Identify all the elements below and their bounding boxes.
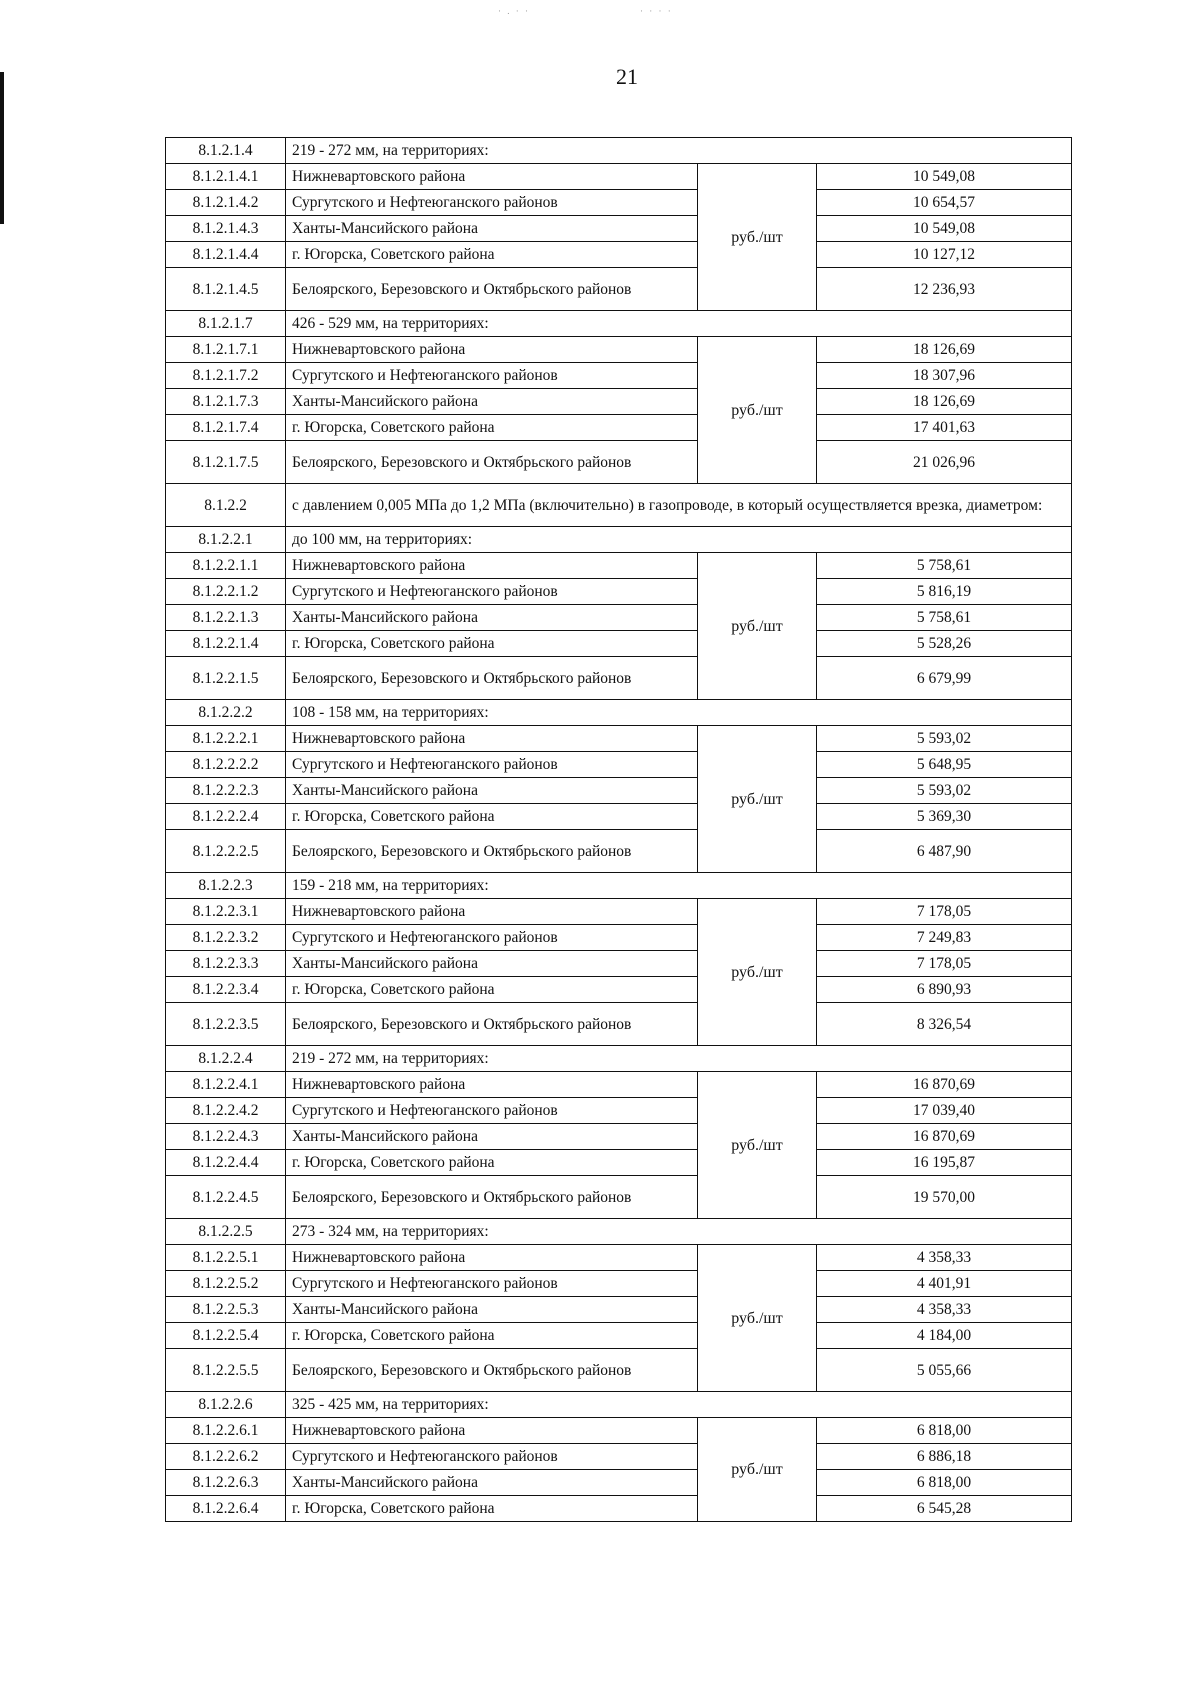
row-code: 8.1.2.2.4.2 xyxy=(166,1098,286,1124)
table-row xyxy=(166,190,1072,216)
table-row xyxy=(166,1072,1072,1098)
table-section-row xyxy=(166,1046,1072,1072)
row-price: 6 818,00 xyxy=(817,1418,1072,1444)
row-price: 4 358,33 xyxy=(817,1245,1072,1271)
row-territory: г. Югорска, Советского района xyxy=(286,977,698,1003)
row-code: 8.1.2.1.7 xyxy=(166,311,286,337)
table-section-row xyxy=(166,484,1072,527)
row-section-title: 325 - 425 мм, на территориях: xyxy=(286,1392,1072,1418)
table-row xyxy=(166,752,1072,778)
row-price: 21 026,96 xyxy=(817,441,1072,484)
row-price: 6 545,28 xyxy=(817,1496,1072,1522)
row-price: 7 178,05 xyxy=(817,899,1072,925)
row-unit: руб./шт xyxy=(698,1418,817,1522)
table-row xyxy=(166,899,1072,925)
row-unit: руб./шт xyxy=(698,553,817,700)
table-row xyxy=(166,804,1072,830)
row-section-title: 159 - 218 мм, на территориях: xyxy=(286,873,1072,899)
table-row xyxy=(166,1098,1072,1124)
table-row xyxy=(166,1271,1072,1297)
row-territory: г. Югорска, Советского района xyxy=(286,1150,698,1176)
row-price: 10 549,08 xyxy=(817,164,1072,190)
row-unit: руб./шт xyxy=(698,337,817,484)
table-row xyxy=(166,337,1072,363)
row-territory: Ханты-Мансийского района xyxy=(286,216,698,242)
row-code: 8.1.2.2.5.3 xyxy=(166,1297,286,1323)
row-territory: Сургутского и Нефтеюганского районов xyxy=(286,752,698,778)
row-territory: Нижневартовского района xyxy=(286,1418,698,1444)
table-row xyxy=(166,925,1072,951)
row-code: 8.1.2.1.7.1 xyxy=(166,337,286,363)
row-price: 16 870,69 xyxy=(817,1072,1072,1098)
row-code: 8.1.2.1.4 xyxy=(166,138,286,164)
row-territory: г. Югорска, Советского района xyxy=(286,631,698,657)
row-price: 7 178,05 xyxy=(817,951,1072,977)
row-section-title: до 100 мм, на территориях: xyxy=(286,527,1072,553)
row-territory: Сургутского и Нефтеюганского районов xyxy=(286,363,698,389)
row-price: 6 679,99 xyxy=(817,657,1072,700)
row-price: 5 593,02 xyxy=(817,778,1072,804)
row-price: 6 818,00 xyxy=(817,1470,1072,1496)
row-price: 4 358,33 xyxy=(817,1297,1072,1323)
row-unit: руб./шт xyxy=(698,1072,817,1219)
row-territory: г. Югорска, Советского района xyxy=(286,1496,698,1522)
tariff-table xyxy=(165,137,1072,1522)
row-code: 8.1.2.2.6.1 xyxy=(166,1418,286,1444)
row-price: 10 549,08 xyxy=(817,216,1072,242)
row-territory: Нижневартовского района xyxy=(286,164,698,190)
row-code: 8.1.2.2.5.2 xyxy=(166,1271,286,1297)
row-price: 18 126,69 xyxy=(817,389,1072,415)
row-territory: Ханты-Мансийского района xyxy=(286,1470,698,1496)
row-price: 6 886,18 xyxy=(817,1444,1072,1470)
row-code: 8.1.2.2.2.2 xyxy=(166,752,286,778)
row-code: 8.1.2.2.1.1 xyxy=(166,553,286,579)
row-price: 5 369,30 xyxy=(817,804,1072,830)
table-section-row xyxy=(166,138,1072,164)
row-code: 8.1.2.2.2.5 xyxy=(166,830,286,873)
row-code: 8.1.2.2.1.2 xyxy=(166,579,286,605)
row-territory: Сургутского и Нефтеюганского районов xyxy=(286,1098,698,1124)
row-territory: Сургутского и Нефтеюганского районов xyxy=(286,925,698,951)
table-row xyxy=(166,951,1072,977)
row-territory: Нижневартовского района xyxy=(286,553,698,579)
table-row xyxy=(166,268,1072,311)
row-territory: Сургутского и Нефтеюганского районов xyxy=(286,1444,698,1470)
row-territory: Ханты-Мансийского района xyxy=(286,1124,698,1150)
row-price: 12 236,93 xyxy=(817,268,1072,311)
tariff-table-body xyxy=(166,138,1072,1522)
row-price: 7 249,83 xyxy=(817,925,1072,951)
row-code: 8.1.2.2.1.5 xyxy=(166,657,286,700)
table-row xyxy=(166,605,1072,631)
table-row xyxy=(166,657,1072,700)
row-code: 8.1.2.2.2.1 xyxy=(166,726,286,752)
table-row xyxy=(166,441,1072,484)
row-section-title: 273 - 324 мм, на территориях: xyxy=(286,1219,1072,1245)
row-price: 17 039,40 xyxy=(817,1098,1072,1124)
table-section-row xyxy=(166,311,1072,337)
row-price: 5 055,66 xyxy=(817,1349,1072,1392)
row-code: 8.1.2.2.4.4 xyxy=(166,1150,286,1176)
table-row xyxy=(166,1003,1072,1046)
row-territory: Нижневартовского района xyxy=(286,1245,698,1271)
row-territory: Ханты-Мансийского района xyxy=(286,605,698,631)
row-code: 8.1.2.2.2 xyxy=(166,700,286,726)
row-section-title: с давлением 0,005 МПа до 1,2 МПа (включительно) в газопроводе, в который осуществляется врезка, диаметром: xyxy=(286,484,1072,527)
table-row xyxy=(166,164,1072,190)
row-code: 8.1.2.2.4 xyxy=(166,1046,286,1072)
scan-edge-mark xyxy=(0,72,4,224)
row-code: 8.1.2.2.4.5 xyxy=(166,1176,286,1219)
row-code: 8.1.2.2.6.2 xyxy=(166,1444,286,1470)
row-code: 8.1.2.2.1.4 xyxy=(166,631,286,657)
row-price: 8 326,54 xyxy=(817,1003,1072,1046)
row-code: 8.1.2.2.1 xyxy=(166,527,286,553)
table-section-row xyxy=(166,1219,1072,1245)
row-code: 8.1.2.1.7.5 xyxy=(166,441,286,484)
row-section-title: 108 - 158 мм, на территориях: xyxy=(286,700,1072,726)
row-code: 8.1.2.2.3.3 xyxy=(166,951,286,977)
row-territory: Сургутского и Нефтеюганского районов xyxy=(286,1271,698,1297)
row-territory: г. Югорска, Советского района xyxy=(286,804,698,830)
row-unit: руб./шт xyxy=(698,1245,817,1392)
row-territory: Белоярского, Березовского и Октябрьского районов xyxy=(286,657,698,700)
row-section-title: 219 - 272 мм, на территориях: xyxy=(286,1046,1072,1072)
row-territory: Нижневартовского района xyxy=(286,726,698,752)
table-row xyxy=(166,977,1072,1003)
table-row xyxy=(166,1150,1072,1176)
row-price: 5 528,26 xyxy=(817,631,1072,657)
row-territory: г. Югорска, Советского района xyxy=(286,415,698,441)
table-row xyxy=(166,778,1072,804)
table-row xyxy=(166,553,1072,579)
row-code: 8.1.2.2.5.4 xyxy=(166,1323,286,1349)
table-section-row xyxy=(166,527,1072,553)
row-territory: Белоярского, Березовского и Октябрьского районов xyxy=(286,1003,698,1046)
row-code: 8.1.2.2.5.5 xyxy=(166,1349,286,1392)
row-territory: Ханты-Мансийского района xyxy=(286,778,698,804)
table-row xyxy=(166,1349,1072,1392)
row-territory: г. Югорска, Советского района xyxy=(286,242,698,268)
table-row xyxy=(166,579,1072,605)
row-territory: Белоярского, Березовского и Октябрьского районов xyxy=(286,1176,698,1219)
row-price: 16 870,69 xyxy=(817,1124,1072,1150)
row-code: 8.1.2.1.4.5 xyxy=(166,268,286,311)
table-section-row xyxy=(166,873,1072,899)
row-territory: Ханты-Мансийского района xyxy=(286,951,698,977)
row-code: 8.1.2.2.2.3 xyxy=(166,778,286,804)
row-section-title: 219 - 272 мм, на территориях: xyxy=(286,138,1072,164)
row-price: 6 890,93 xyxy=(817,977,1072,1003)
row-code: 8.1.2.2.5.1 xyxy=(166,1245,286,1271)
row-territory: Белоярского, Березовского и Октябрьского районов xyxy=(286,441,698,484)
table-row xyxy=(166,216,1072,242)
row-code: 8.1.2.1.4.1 xyxy=(166,164,286,190)
row-code: 8.1.2.2.3.2 xyxy=(166,925,286,951)
table-row xyxy=(166,631,1072,657)
row-code: 8.1.2.2.6.3 xyxy=(166,1470,286,1496)
page-number: 21 xyxy=(616,64,638,89)
row-price: 5 758,61 xyxy=(817,605,1072,631)
table-row xyxy=(166,363,1072,389)
table-row xyxy=(166,1323,1072,1349)
row-price: 5 593,02 xyxy=(817,726,1072,752)
row-price: 19 570,00 xyxy=(817,1176,1072,1219)
row-code: 8.1.2.1.4.2 xyxy=(166,190,286,216)
row-unit: руб./шт xyxy=(698,726,817,873)
row-code: 8.1.2.2.5 xyxy=(166,1219,286,1245)
row-code: 8.1.2.1.4.4 xyxy=(166,242,286,268)
table-row xyxy=(166,415,1072,441)
row-code: 8.1.2.2.6.4 xyxy=(166,1496,286,1522)
row-code: 8.1.2.2 xyxy=(166,484,286,527)
row-section-title: 426 - 529 мм, на территориях: xyxy=(286,311,1072,337)
row-price: 16 195,87 xyxy=(817,1150,1072,1176)
table-row xyxy=(166,1496,1072,1522)
row-territory: Нижневартовского района xyxy=(286,899,698,925)
row-code: 8.1.2.2.1.3 xyxy=(166,605,286,631)
row-price: 10 654,57 xyxy=(817,190,1072,216)
table-row xyxy=(166,1124,1072,1150)
row-territory: Нижневартовского района xyxy=(286,337,698,363)
row-code: 8.1.2.2.4.1 xyxy=(166,1072,286,1098)
row-territory: Белоярского, Березовского и Октябрьского районов xyxy=(286,1349,698,1392)
table-row xyxy=(166,1418,1072,1444)
row-code: 8.1.2.1.7.4 xyxy=(166,415,286,441)
row-territory: Нижневартовского района xyxy=(286,1072,698,1098)
row-price: 5 816,19 xyxy=(817,579,1072,605)
row-territory: Сургутского и Нефтеюганского районов xyxy=(286,190,698,216)
row-price: 18 126,69 xyxy=(817,337,1072,363)
table-row xyxy=(166,726,1072,752)
row-unit: руб./шт xyxy=(698,164,817,311)
row-code: 8.1.2.1.7.3 xyxy=(166,389,286,415)
table-row xyxy=(166,389,1072,415)
row-price: 5 648,95 xyxy=(817,752,1072,778)
row-code: 8.1.2.2.3 xyxy=(166,873,286,899)
table-section-row xyxy=(166,700,1072,726)
row-code: 8.1.2.2.4.3 xyxy=(166,1124,286,1150)
row-code: 8.1.2.1.4.3 xyxy=(166,216,286,242)
table-row xyxy=(166,242,1072,268)
row-code: 8.1.2.2.6 xyxy=(166,1392,286,1418)
row-territory: Сургутского и Нефтеюганского районов xyxy=(286,579,698,605)
row-code: 8.1.2.2.2.4 xyxy=(166,804,286,830)
row-territory: Белоярского, Березовского и Октябрьского районов xyxy=(286,830,698,873)
row-price: 17 401,63 xyxy=(817,415,1072,441)
row-code: 8.1.2.2.3.5 xyxy=(166,1003,286,1046)
table-row xyxy=(166,1444,1072,1470)
scan-artifact: · . · · xyxy=(498,6,530,16)
table-row xyxy=(166,1245,1072,1271)
row-territory: Белоярского, Березовского и Октябрьского районов xyxy=(286,268,698,311)
row-price: 18 307,96 xyxy=(817,363,1072,389)
row-territory: г. Югорска, Советского района xyxy=(286,1323,698,1349)
row-code: 8.1.2.1.7.2 xyxy=(166,363,286,389)
row-territory: Ханты-Мансийского района xyxy=(286,1297,698,1323)
table-row xyxy=(166,1176,1072,1219)
row-code: 8.1.2.2.3.4 xyxy=(166,977,286,1003)
table-row xyxy=(166,1297,1072,1323)
row-price: 4 401,91 xyxy=(817,1271,1072,1297)
scan-artifact: · · · · xyxy=(640,6,673,16)
row-price: 5 758,61 xyxy=(817,553,1072,579)
row-price: 4 184,00 xyxy=(817,1323,1072,1349)
row-territory: Ханты-Мансийского района xyxy=(286,389,698,415)
table-row xyxy=(166,830,1072,873)
row-price: 10 127,12 xyxy=(817,242,1072,268)
row-price: 6 487,90 xyxy=(817,830,1072,873)
row-code: 8.1.2.2.3.1 xyxy=(166,899,286,925)
table-row xyxy=(166,1470,1072,1496)
table-section-row xyxy=(166,1392,1072,1418)
row-unit: руб./шт xyxy=(698,899,817,1046)
